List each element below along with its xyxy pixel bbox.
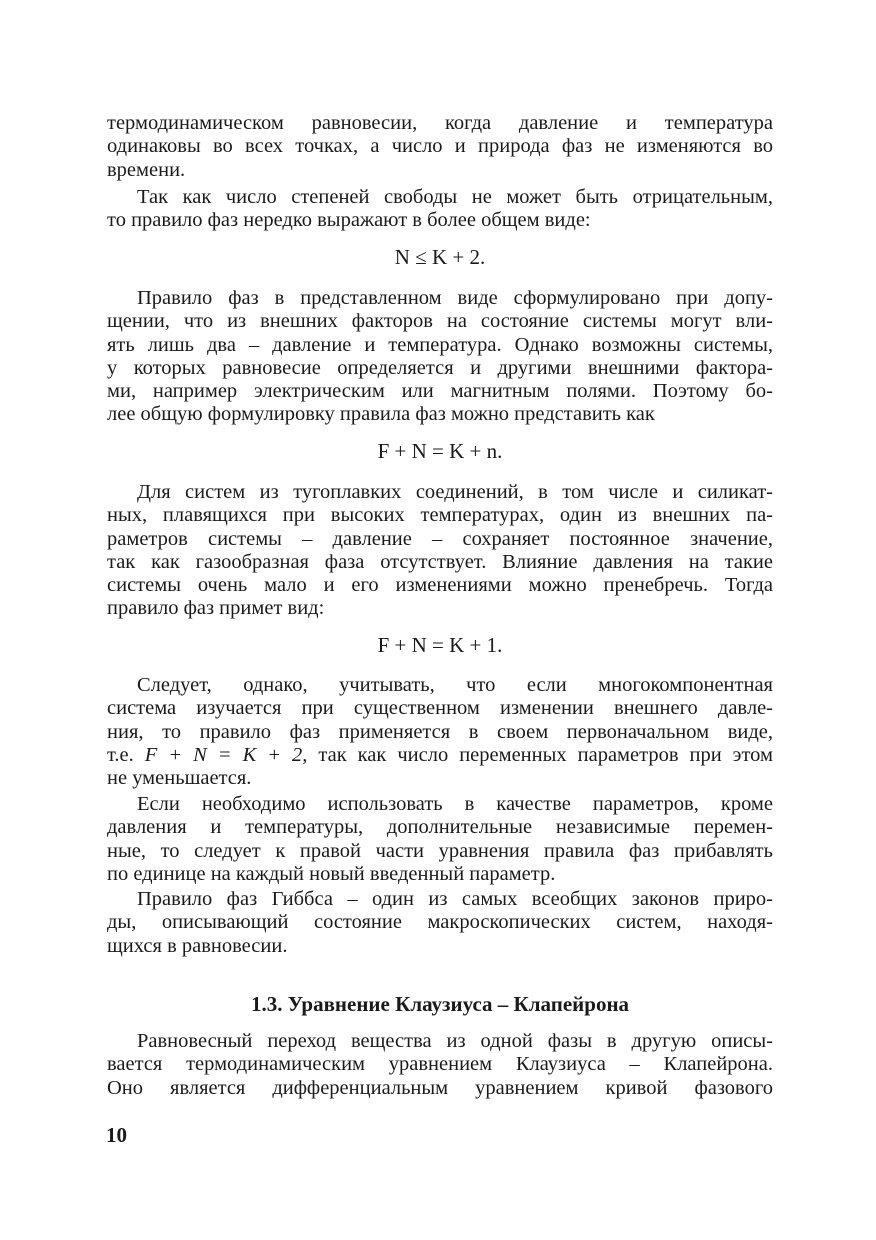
text-line: давления и температуры, дополнительные независимые перемен- — [107, 816, 773, 839]
text-prefix: т.е. — [107, 743, 134, 766]
section-heading-text: 1.3. Уравнение Клаузиуса – Клапейрона — [250, 992, 630, 1016]
paragraph-refractory-systems — [107, 481, 773, 621]
text-line: у которых равновесие определяется и другими внешними фактора- — [107, 356, 773, 379]
text-line: правило фаз примет вид: — [107, 597, 325, 620]
text-line: Оно является дифференциальным уравнением кривой фазового — [107, 1076, 773, 1099]
text-line: не уменьшается. — [107, 767, 252, 790]
text-line: системы очень мало и его изменениями можно пренебречь. Тогда — [107, 574, 773, 597]
text-line-with-formula — [107, 744, 773, 767]
paragraph-continuation — [107, 112, 773, 182]
paragraph-additional-parameters — [107, 793, 773, 886]
text-line: лее общую формулировку правила фаз можно представить как — [107, 403, 655, 426]
text-line: то правило фаз нередко выражают в более общем виде: — [107, 209, 591, 232]
text-line: ми, например электрическим или магнитным полями. Поэтому бо- — [107, 380, 773, 403]
paragraph-clausius-clapeyron — [107, 1030, 773, 1100]
paragraph-degrees-of-freedom — [107, 186, 773, 233]
text-line: раметров системы – давление – сохраняет постоянное значение, — [107, 527, 773, 550]
text-line: Равновесный переход вещества из одной фазы в другую описы- — [137, 1030, 773, 1052]
formula-text: F + N = K + n. — [377, 439, 503, 463]
formula-condensed-phase-rule — [107, 633, 773, 657]
text-line: Правило фаз в представленном виде сформулировано при допу- — [137, 287, 773, 309]
formula-text: N ≤ K + 2. — [394, 245, 486, 269]
text-line: ных, плавящихся при высоких температурах, один из внешних па- — [107, 504, 773, 527]
paragraph-phase-rule-assumption — [107, 287, 773, 427]
text-line: ные, то следует к правой части уравнения правила фаз прибавлять — [107, 839, 773, 862]
formula-phase-rule-inequality — [107, 245, 773, 269]
text-line: щении, что из внешних факторов на состояние системы могут вли- — [107, 310, 773, 333]
text-line: Для систем из тугоплавких соединений, в том числе и силикат- — [137, 481, 773, 503]
section-heading — [107, 992, 773, 1016]
text-line: Следует, однако, учитывать, что если многокомпонентная — [137, 674, 773, 696]
text-line: по единице на каждый новый введенный параметр. — [107, 862, 556, 885]
paragraph-gibbs-rule — [107, 888, 773, 958]
text-line: одинаковы во всех точках, а число и природа фаз не изменяются во — [107, 135, 773, 158]
text-line: ния, то правило фаз применяется в своем первоначальном виде, — [107, 720, 773, 743]
page-number: 10 — [106, 1123, 127, 1147]
text-line: ять лишь два – давление и температура. Однако возможны системы, — [107, 333, 773, 356]
text-line: Правило фаз Гиббса – один из самых всеобщих законов приро- — [137, 888, 773, 910]
text-line: ды, описывающий состояние макроскопических систем, находя- — [107, 911, 773, 934]
text-line: система изучается при существенном изменении внешнего давле- — [107, 697, 773, 720]
text-line: термодинамическом равновесии, когда давление и температура — [107, 112, 773, 134]
text-line: щихся в равновесии. — [107, 934, 288, 957]
text-line: Если необходимо использовать в качестве параметров, кроме — [137, 793, 773, 815]
text-line: так как газообразная фаза отсутствует. Влияние давления на такие — [107, 550, 773, 573]
paragraph-multicomponent — [107, 674, 773, 790]
text-line: вается термодинамическим уравнением Клаузиуса – Клапейрона. — [107, 1053, 773, 1076]
text-line: времени. — [107, 158, 186, 181]
formula-text: F + N = K + 1. — [377, 633, 503, 657]
inline-formula: F + N = K + 2, — [144, 743, 308, 766]
text-suffix: так как число переменных параметров при этом — [318, 743, 773, 766]
text-line: Так как число степеней свободы не может быть отрицательным, — [137, 186, 773, 208]
formula-phase-rule-general — [107, 439, 773, 463]
